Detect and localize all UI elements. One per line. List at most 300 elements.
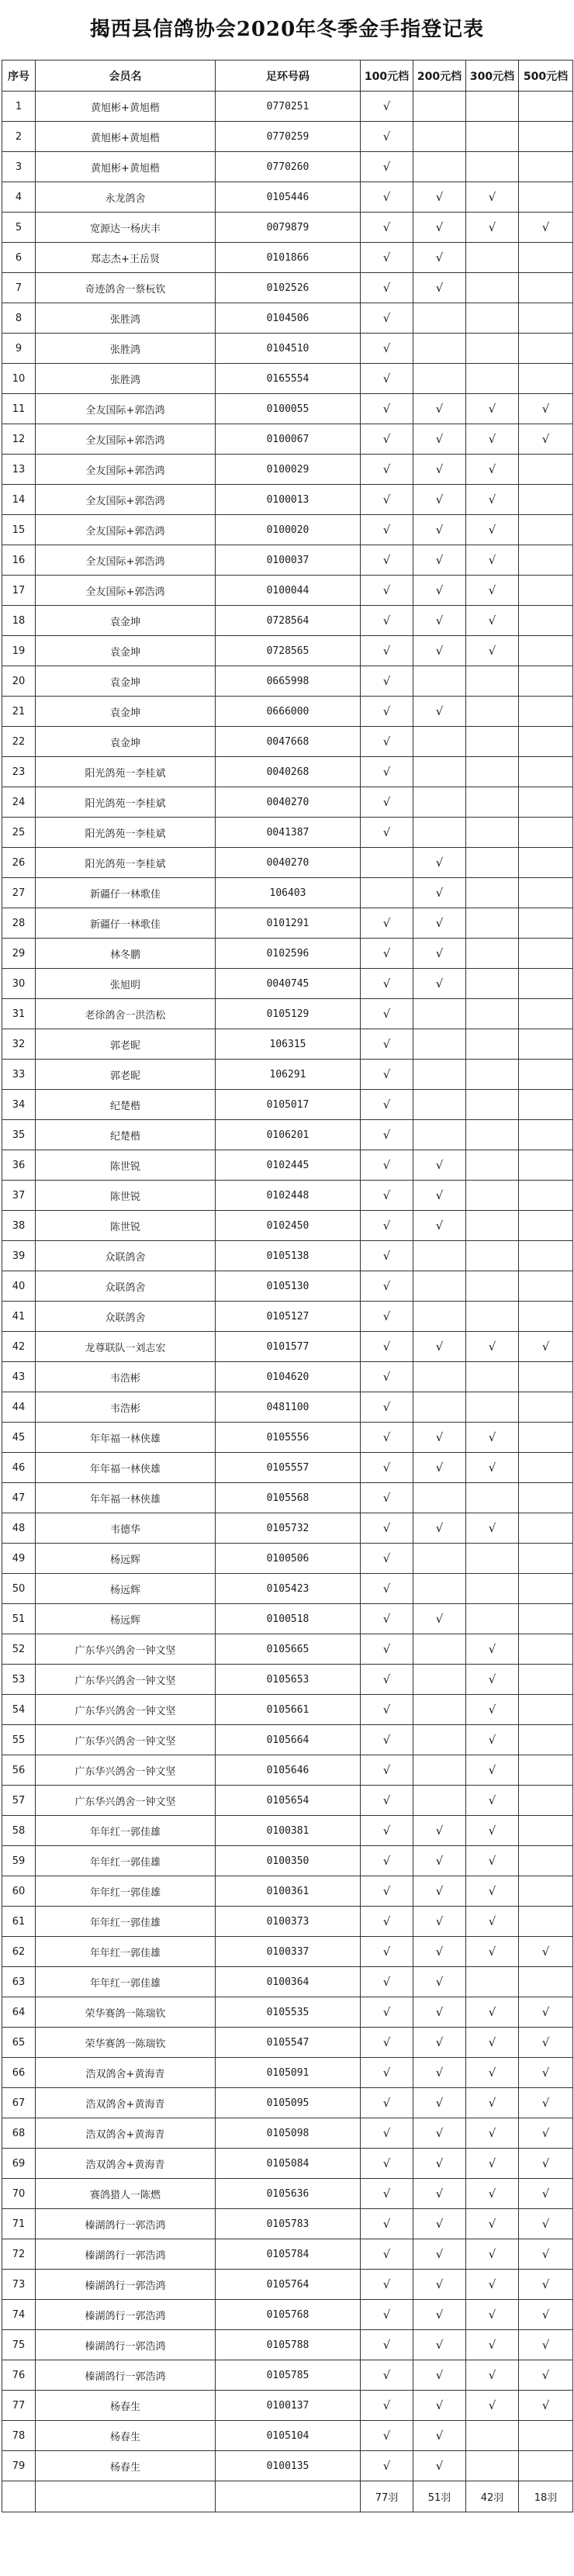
member-name: 众联鸽舍 <box>36 1271 216 1302</box>
member-name: 纪楚楷 <box>36 1090 216 1120</box>
tier-300-check: √ <box>466 485 519 515</box>
member-name: 榛湖鸽行一郭浩鸿 <box>36 2360 216 2391</box>
tier-100-check: √ <box>361 2270 413 2300</box>
tier-200-check: √ <box>413 1967 466 1997</box>
tier-300-check <box>466 666 519 697</box>
tier-300-check <box>466 1241 519 1271</box>
row-number: 75 <box>2 2330 36 2360</box>
tier-200-check <box>413 666 466 697</box>
ring-number: 0105768 <box>216 2300 361 2330</box>
tier-300-check <box>466 243 519 273</box>
row-number: 66 <box>2 2058 36 2088</box>
tier-300-check <box>466 908 519 939</box>
table-row <box>2 1483 573 1513</box>
table-row <box>2 1029 573 1060</box>
tier-100-check: √ <box>361 485 413 515</box>
table-row <box>2 334 573 364</box>
tier-100-check: √ <box>361 999 413 1029</box>
row-number: 32 <box>2 1029 36 1060</box>
tier-500-check <box>519 1302 573 1332</box>
row-number: 64 <box>2 1997 36 2028</box>
tier-100-check: √ <box>361 1574 413 1604</box>
tier-500-check <box>519 848 573 878</box>
ring-number: 0105654 <box>216 1786 361 1816</box>
ring-number: 0102526 <box>216 273 361 303</box>
row-number: 27 <box>2 878 36 908</box>
member-name: 榛湖鸽行一郭浩鸿 <box>36 2270 216 2300</box>
row-number: 71 <box>2 2209 36 2239</box>
tier-200-check: √ <box>413 2058 466 2088</box>
tier-300-check <box>466 1181 519 1211</box>
table-row <box>2 122 573 152</box>
tier-500-check <box>519 273 573 303</box>
member-name: 郭老昵 <box>36 1060 216 1090</box>
member-name: 浩双鸽舍+黄海青 <box>36 2088 216 2118</box>
tier-500-check: √ <box>519 2391 573 2421</box>
table-row <box>2 2149 573 2179</box>
tier-500-check <box>519 485 573 515</box>
tier-300-check <box>466 1211 519 1241</box>
member-name: 浩双鸽舍+黄海青 <box>36 2058 216 2088</box>
member-name: 广东华兴鸽舍一钟文坚 <box>36 1695 216 1725</box>
tier-200-check: √ <box>413 908 466 939</box>
tier-100-check <box>361 878 413 908</box>
table-row <box>2 2058 573 2088</box>
tier-100-check: √ <box>361 122 413 152</box>
tier-200-check: √ <box>413 424 466 455</box>
table-row <box>2 182 573 213</box>
tier-100-check <box>361 848 413 878</box>
tier-300-check <box>466 152 519 182</box>
tier-200-check <box>413 1755 466 1786</box>
tier-100-check: √ <box>361 1544 413 1574</box>
row-number: 5 <box>2 213 36 243</box>
tier-500-check <box>519 182 573 213</box>
tier-200-check: √ <box>413 2118 466 2149</box>
ring-number: 0100055 <box>216 394 361 424</box>
tier-100-check: √ <box>361 1786 413 1816</box>
tier-200-check <box>413 334 466 364</box>
tier-300-check: √ <box>466 2391 519 2421</box>
ring-number: 0102445 <box>216 1150 361 1181</box>
tier-100-check: √ <box>361 2391 413 2421</box>
tier-100-check: √ <box>361 334 413 364</box>
tier-500-check <box>519 1725 573 1755</box>
tier-300-check: √ <box>466 576 519 606</box>
member-name: 广东华兴鸽舍一钟文坚 <box>36 1786 216 1816</box>
tier-100-check: √ <box>361 1241 413 1271</box>
tier-300-check: √ <box>466 1816 519 1846</box>
ring-number: 0100361 <box>216 1876 361 1907</box>
table-row <box>2 1604 573 1634</box>
ring-number: 0106201 <box>216 1120 361 1150</box>
table-row <box>2 1665 573 1695</box>
member-name: 陈世锐 <box>36 1150 216 1181</box>
member-name: 杨春生 <box>36 2421 216 2451</box>
table-row <box>2 1725 573 1755</box>
row-number: 48 <box>2 1513 36 1544</box>
row-number: 60 <box>2 1876 36 1907</box>
tier-300-check <box>466 2421 519 2451</box>
member-name: 年年红一郭佳雄 <box>36 1967 216 1997</box>
tier-200-check: √ <box>413 697 466 727</box>
member-name: 年年福一林侠雄 <box>36 1483 216 1513</box>
tier-300-check: √ <box>466 2209 519 2239</box>
member-name: 郑志杰+王岳贤 <box>36 243 216 273</box>
tier-200-check: √ <box>413 1332 466 1362</box>
ring-number: 0728565 <box>216 636 361 666</box>
ring-number: 0047668 <box>216 727 361 757</box>
ring-number: 0040268 <box>216 757 361 787</box>
total-tier-200: 51羽 <box>413 2481 466 2512</box>
tier-100-check: √ <box>361 666 413 697</box>
header-tier-300: 300元档 <box>466 61 519 92</box>
member-name: 榛湖鸽行一郭浩鸿 <box>36 2209 216 2239</box>
member-name: 广东华兴鸽舍一钟文坚 <box>36 1634 216 1665</box>
row-number: 62 <box>2 1937 36 1967</box>
tier-100-check: √ <box>361 727 413 757</box>
ring-number: 0105785 <box>216 2360 361 2391</box>
tier-500-check <box>519 1392 573 1423</box>
tier-500-check: √ <box>519 2058 573 2088</box>
tier-200-check: √ <box>413 1846 466 1876</box>
member-name: 年年红一郭佳雄 <box>36 1846 216 1876</box>
table-row <box>2 2028 573 2058</box>
tier-300-check: √ <box>466 1725 519 1755</box>
tier-500-check <box>519 122 573 152</box>
ring-number: 0770251 <box>216 92 361 122</box>
table-row <box>2 1392 573 1423</box>
tier-200-check <box>413 364 466 394</box>
member-name: 年年福一林侠雄 <box>36 1423 216 1453</box>
tier-500-check <box>519 455 573 485</box>
ring-number: 0105636 <box>216 2179 361 2209</box>
tier-500-check: √ <box>519 1937 573 1967</box>
tier-500-check: √ <box>519 2270 573 2300</box>
row-number: 20 <box>2 666 36 697</box>
tier-500-check <box>519 636 573 666</box>
ring-number: 0105547 <box>216 2028 361 2058</box>
header-no: 序号 <box>2 61 36 92</box>
tier-100-check: √ <box>361 273 413 303</box>
tier-300-check: √ <box>466 515 519 545</box>
row-number: 26 <box>2 848 36 878</box>
table-row <box>2 1907 573 1937</box>
tier-200-check: √ <box>413 2239 466 2270</box>
tier-300-check: √ <box>466 2028 519 2058</box>
table-row <box>2 2360 573 2391</box>
member-name: 杨春生 <box>36 2451 216 2481</box>
tier-200-check <box>413 1695 466 1725</box>
tier-100-check: √ <box>361 1513 413 1544</box>
tier-300-check: √ <box>466 545 519 576</box>
member-name: 阳光鸽苑一李桂斌 <box>36 818 216 848</box>
tier-300-check: √ <box>466 1634 519 1665</box>
header-tier-200: 200元档 <box>413 61 466 92</box>
tier-500-check <box>519 1574 573 1604</box>
tier-100-check: √ <box>361 152 413 182</box>
tier-500-check <box>519 1544 573 1574</box>
tier-100-check: √ <box>361 1120 413 1150</box>
tier-500-check <box>519 1513 573 1544</box>
row-number: 73 <box>2 2270 36 2300</box>
tier-500-check <box>519 787 573 818</box>
tier-100-check: √ <box>361 1604 413 1634</box>
tier-100-check: √ <box>361 1362 413 1392</box>
tier-200-check: √ <box>413 243 466 273</box>
ring-number: 0728564 <box>216 606 361 636</box>
header-tier-100: 100元档 <box>361 61 413 92</box>
tier-300-check <box>466 999 519 1029</box>
table-row <box>2 1846 573 1876</box>
tier-100-check: √ <box>361 1392 413 1423</box>
tier-200-check <box>413 1665 466 1695</box>
tier-100-check: √ <box>361 213 413 243</box>
tier-300-check <box>466 1483 519 1513</box>
tier-300-check <box>466 1574 519 1604</box>
tier-500-check <box>519 1090 573 1120</box>
header-tier-500: 500元档 <box>519 61 573 92</box>
tier-500-check <box>519 1060 573 1090</box>
table-row <box>2 1634 573 1665</box>
tier-100-check: √ <box>361 1967 413 1997</box>
tier-200-check: √ <box>413 545 466 576</box>
table-row <box>2 999 573 1029</box>
tier-500-check <box>519 727 573 757</box>
row-number: 15 <box>2 515 36 545</box>
table-row <box>2 2118 573 2149</box>
tier-500-check <box>519 545 573 576</box>
tier-300-check <box>466 122 519 152</box>
tier-500-check <box>519 878 573 908</box>
tier-500-check <box>519 92 573 122</box>
tier-100-check: √ <box>361 1846 413 1876</box>
tier-300-check: √ <box>466 2300 519 2330</box>
tier-100-check: √ <box>361 1423 413 1453</box>
tier-100-check: √ <box>361 1483 413 1513</box>
table-row <box>2 697 573 727</box>
table-row <box>2 1211 573 1241</box>
tier-100-check: √ <box>361 757 413 787</box>
ring-number: 0105104 <box>216 2421 361 2451</box>
ring-number: 0040270 <box>216 787 361 818</box>
member-name: 杨远辉 <box>36 1574 216 1604</box>
tier-100-check: √ <box>361 1029 413 1060</box>
tier-200-check <box>413 1090 466 1120</box>
ring-number: 0100037 <box>216 545 361 576</box>
tier-500-check <box>519 1755 573 1786</box>
tier-100-check: √ <box>361 182 413 213</box>
ring-number: 0100135 <box>216 2451 361 2481</box>
total-tier-300: 42羽 <box>466 2481 519 2512</box>
ring-number: 0100137 <box>216 2391 361 2421</box>
tier-500-check: √ <box>519 1997 573 2028</box>
row-number: 55 <box>2 1725 36 1755</box>
tier-300-check: √ <box>466 1665 519 1695</box>
ring-number: 0105665 <box>216 1634 361 1665</box>
tier-100-check: √ <box>361 1181 413 1211</box>
tier-300-check: √ <box>466 2330 519 2360</box>
tier-500-check: √ <box>519 394 573 424</box>
tier-100-check: √ <box>361 2451 413 2481</box>
ring-number: 0105446 <box>216 182 361 213</box>
row-number: 56 <box>2 1755 36 1786</box>
member-name: 新疆仔一林歌佳 <box>36 878 216 908</box>
row-number: 70 <box>2 2179 36 2209</box>
tier-300-check: √ <box>466 2360 519 2391</box>
row-number: 61 <box>2 1907 36 1937</box>
tier-500-check <box>519 364 573 394</box>
tier-200-check <box>413 1271 466 1302</box>
tier-100-check: √ <box>361 908 413 939</box>
ring-number: 0102596 <box>216 939 361 969</box>
table-row <box>2 364 573 394</box>
ring-number: 106291 <box>216 1060 361 1090</box>
table-body <box>2 92 573 2481</box>
row-number: 47 <box>2 1483 36 1513</box>
tier-100-check: √ <box>361 1150 413 1181</box>
ring-number: 0105788 <box>216 2330 361 2360</box>
row-number: 49 <box>2 1544 36 1574</box>
row-number: 67 <box>2 2088 36 2118</box>
tier-200-check <box>413 1060 466 1090</box>
table-row <box>2 213 573 243</box>
member-name: 榛湖鸽行一郭浩鸿 <box>36 2330 216 2360</box>
ring-number: 0102450 <box>216 1211 361 1241</box>
ring-number: 0105091 <box>216 2058 361 2088</box>
tier-300-check <box>466 878 519 908</box>
row-number: 2 <box>2 122 36 152</box>
table-row <box>2 152 573 182</box>
ring-number: 0105423 <box>216 1574 361 1604</box>
tier-200-check <box>413 303 466 334</box>
ring-number: 0100506 <box>216 1544 361 1574</box>
tier-200-check: √ <box>413 969 466 999</box>
member-name: 广东华兴鸽舍一钟文坚 <box>36 1725 216 1755</box>
tier-200-check: √ <box>413 1604 466 1634</box>
tier-300-check <box>466 757 519 787</box>
ring-number: 0100518 <box>216 1604 361 1634</box>
tier-200-check: √ <box>413 2391 466 2421</box>
ring-number: 0105783 <box>216 2209 361 2239</box>
row-number: 40 <box>2 1271 36 1302</box>
tier-100-check: √ <box>361 787 413 818</box>
tier-300-check: √ <box>466 1513 519 1544</box>
tier-300-check: √ <box>466 424 519 455</box>
tier-300-check <box>466 273 519 303</box>
table-row <box>2 757 573 787</box>
tier-500-check <box>519 1604 573 1634</box>
ring-number: 0079879 <box>216 213 361 243</box>
row-number: 65 <box>2 2028 36 2058</box>
ring-number: 0100020 <box>216 515 361 545</box>
tier-300-check: √ <box>466 213 519 243</box>
tier-500-check <box>519 757 573 787</box>
tier-500-check <box>519 939 573 969</box>
ring-number: 0105017 <box>216 1090 361 1120</box>
tier-500-check <box>519 1816 573 1846</box>
tier-500-check <box>519 1695 573 1725</box>
ring-number: 0105127 <box>216 1302 361 1332</box>
table-row <box>2 2391 573 2421</box>
tier-200-check <box>413 1241 466 1271</box>
member-name: 袁金坤 <box>36 727 216 757</box>
member-name: 全友国际+郭浩鸿 <box>36 424 216 455</box>
tier-100-check: √ <box>361 1725 413 1755</box>
row-number: 29 <box>2 939 36 969</box>
tier-200-check <box>413 152 466 182</box>
member-name: 韦浩彬 <box>36 1362 216 1392</box>
tier-300-check: √ <box>466 2149 519 2179</box>
tier-200-check <box>413 1302 466 1332</box>
tier-200-check: √ <box>413 1423 466 1453</box>
row-number: 8 <box>2 303 36 334</box>
ring-number: 0100029 <box>216 455 361 485</box>
tier-200-check: √ <box>413 394 466 424</box>
tier-200-check <box>413 1725 466 1755</box>
row-number: 36 <box>2 1150 36 1181</box>
tier-200-check <box>413 757 466 787</box>
table-row <box>2 878 573 908</box>
ring-number: 0666000 <box>216 697 361 727</box>
ring-number: 0100013 <box>216 485 361 515</box>
tier-300-check: √ <box>466 2088 519 2118</box>
member-name: 全友国际+郭浩鸿 <box>36 455 216 485</box>
tier-100-check: √ <box>361 2179 413 2209</box>
tier-500-check <box>519 1211 573 1241</box>
table-row <box>2 787 573 818</box>
ring-number: 0100381 <box>216 1816 361 1846</box>
member-name: 张胜鸿 <box>36 303 216 334</box>
member-name: 年年红一郭佳雄 <box>36 1937 216 1967</box>
row-number: 13 <box>2 455 36 485</box>
tier-500-check <box>519 1423 573 1453</box>
tier-100-check: √ <box>361 939 413 969</box>
ring-number: 0040745 <box>216 969 361 999</box>
ring-number: 0105661 <box>216 1695 361 1725</box>
tier-100-check: √ <box>361 1302 413 1332</box>
member-name: 陈世锐 <box>36 1181 216 1211</box>
tier-300-check: √ <box>466 636 519 666</box>
table-row <box>2 1544 573 1574</box>
tier-100-check: √ <box>361 2330 413 2360</box>
tier-200-check <box>413 1362 466 1392</box>
tier-500-check <box>519 908 573 939</box>
member-name: 袁金坤 <box>36 666 216 697</box>
row-number: 7 <box>2 273 36 303</box>
tier-100-check: √ <box>361 545 413 576</box>
total-tier-500: 18羽 <box>519 2481 573 2512</box>
tier-200-check: √ <box>413 939 466 969</box>
tier-300-check <box>466 969 519 999</box>
tier-200-check: √ <box>413 2421 466 2451</box>
row-number: 14 <box>2 485 36 515</box>
member-name: 新疆仔一林歌佳 <box>36 908 216 939</box>
member-name: 广东华兴鸽舍一钟文坚 <box>36 1755 216 1786</box>
table-row <box>2 485 573 515</box>
member-name: 全友国际+郭浩鸿 <box>36 576 216 606</box>
ring-number: 0101577 <box>216 1332 361 1362</box>
tier-300-check <box>466 848 519 878</box>
tier-500-check <box>519 1483 573 1513</box>
table-row <box>2 1967 573 1997</box>
row-number: 72 <box>2 2239 36 2270</box>
tier-100-check: √ <box>361 969 413 999</box>
ring-number: 0104620 <box>216 1362 361 1392</box>
page-title: 揭西县信鸽协会2020年冬季金手指登记表 <box>89 18 485 41</box>
table-row <box>2 1574 573 1604</box>
table-row <box>2 576 573 606</box>
